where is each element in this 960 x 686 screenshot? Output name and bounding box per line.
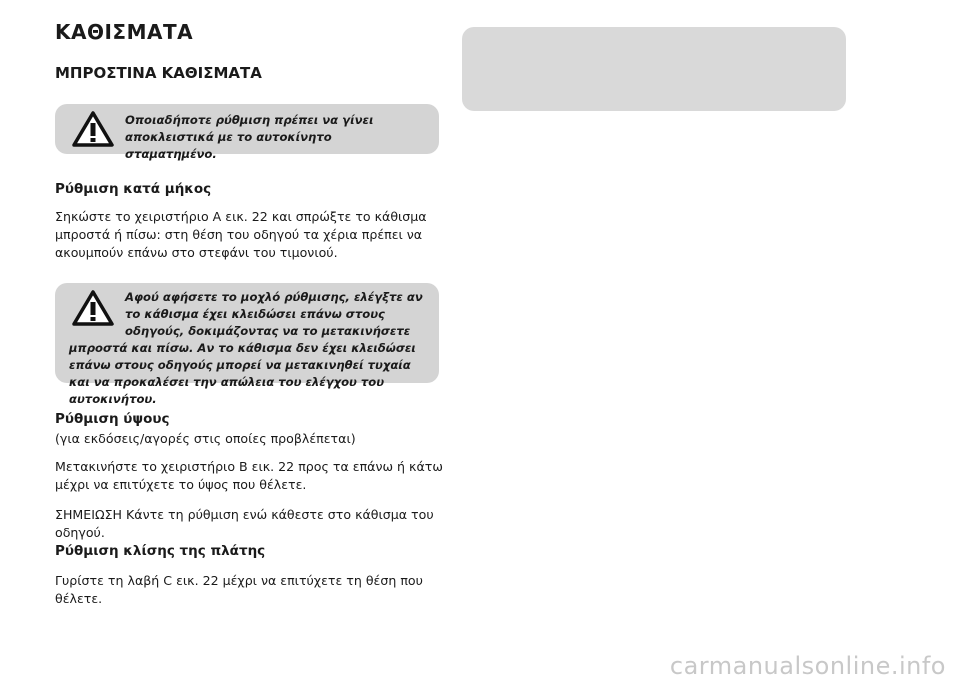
warning-box-lock bbox=[55, 283, 439, 406]
warning-text-stationary: Οποιαδήποτε ρύθμιση πρέπει να γίνει αποκλειστικά με το αυτοκίνητο σταματημένο. bbox=[125, 113, 374, 161]
backrest-text: Γυρίστε τη λαβή C εικ. 22 μέχρι να επιτύχετε τη θέση που θέλετε. bbox=[55, 573, 423, 606]
warning-box-stationary bbox=[55, 104, 439, 161]
warning-triangle-icon bbox=[71, 110, 115, 148]
section-title: ΜΠΡΟΣΤΙΝΑ ΚΑΘΙΣΜΑΤΑ bbox=[55, 64, 262, 82]
longitudinal-heading: Ρύθμιση κατά μήκος bbox=[55, 181, 212, 197]
page-title: ΚΑΘΙΣΜΑΤΑ bbox=[55, 20, 194, 44]
height-note: (για εκδόσεις/αγορές στις οποίες προβλέπεται) bbox=[55, 431, 356, 446]
warning-text-lock: Αφού αφήσετε το μοχλό ρύθμισης, ελέγξτε αν το κάθισμα έχει κλειδώσει επάνω στους οδηγούς, δοκιμάζοντας να το μετακινήσετε μπροστά και πίσω. Αν το κάθισμα δεν έχει κλειδώσει επάνω στους οδηγούς μπορεί να μετακινηθεί τυχαία και να προκαλέσει την απώλεια του ελέγχου του αυτοκινήτου. bbox=[69, 290, 423, 406]
longitudinal-text: Σηκώστε το χειριστήριο A εικ. 22 και σπρώξτε το κάθισμα μπροστά ή πίσω: στη θέση του οδηγού τα χέρια πρέπει να ακουμπούν επάνω στο στεφάνι του τιμονιού. bbox=[55, 209, 427, 260]
height-remark: ΣΗΜΕΙΩΣΗ Κάντε τη ρύθμιση ενώ κάθεστε στο κάθισμα του οδηγού. bbox=[55, 507, 434, 540]
blank-panel bbox=[462, 27, 846, 111]
height-text: Μετακινήστε το χειριστήριο B εικ. 22 προς τα επάνω ή κάτω μέχρι να επιτύχετε το ύψος που θέλετε. bbox=[55, 459, 443, 492]
backrest-heading: Ρύθμιση κλίσης της πλάτης bbox=[55, 543, 266, 559]
watermark: carmanualsonline.info bbox=[669, 652, 946, 680]
warning-triangle-icon bbox=[71, 289, 115, 327]
height-heading: Ρύθμιση ύψους bbox=[55, 411, 170, 427]
